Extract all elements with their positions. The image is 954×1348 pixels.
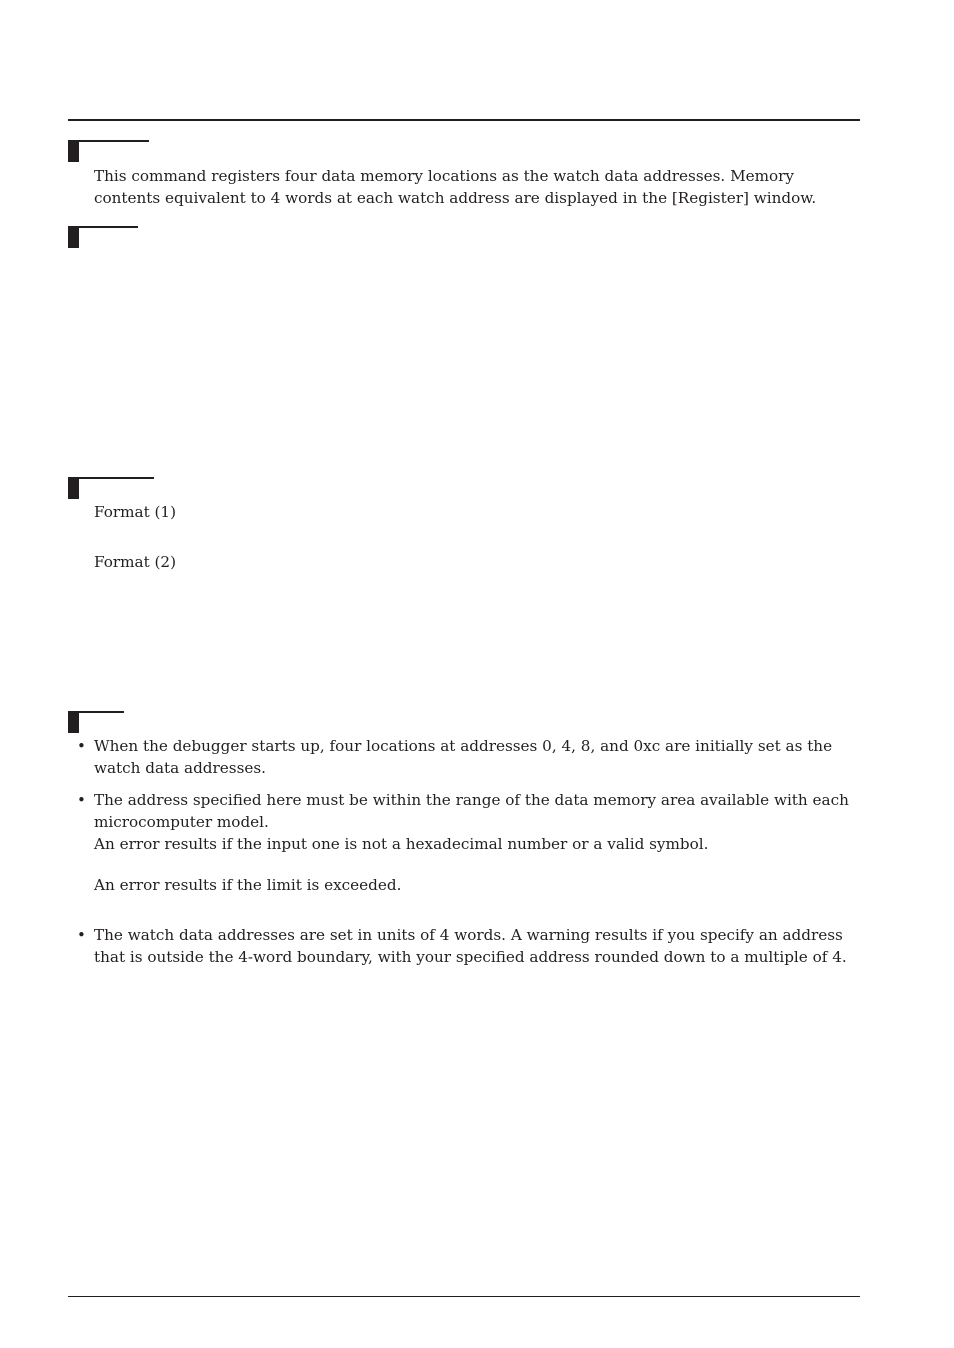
note-item-2-extra-1: An error results if the input one is not a hexadecimal number or a valid symbol. — [94, 835, 709, 853]
note-item-1: When the debugger starts up, four locations at addresses 0, 4, 8, and 0xc are initially set as the watch data addresses. — [94, 737, 833, 777]
example-format-2-label: Format (2) — [94, 553, 177, 571]
bullet-icon: • — [77, 926, 86, 944]
bullet-icon: • — [77, 791, 86, 809]
note-item-2-extra-2: An error results if the limit is exceeded. — [94, 876, 402, 894]
note-item-2: The address specified here must be within the range of the data memory area available with each microcomputer model. — [94, 791, 849, 831]
footer-rule — [68, 1296, 860, 1297]
example-format-1-label: Format (1) — [94, 503, 177, 521]
bullet-icon: • — [77, 737, 86, 755]
header-rule — [68, 119, 860, 121]
note-item-3: The watch data addresses are set in units of 4 words. A warning results if you specify an address that is outside the 4-word boundary, with your specified address rounded down to a multiple of 4. — [94, 926, 847, 966]
description-text: This command registers four data memory locations as the watch data addresses. Memory contents equivalent to 4 words at each watch address are displayed in the [Register] window. — [94, 167, 817, 207]
